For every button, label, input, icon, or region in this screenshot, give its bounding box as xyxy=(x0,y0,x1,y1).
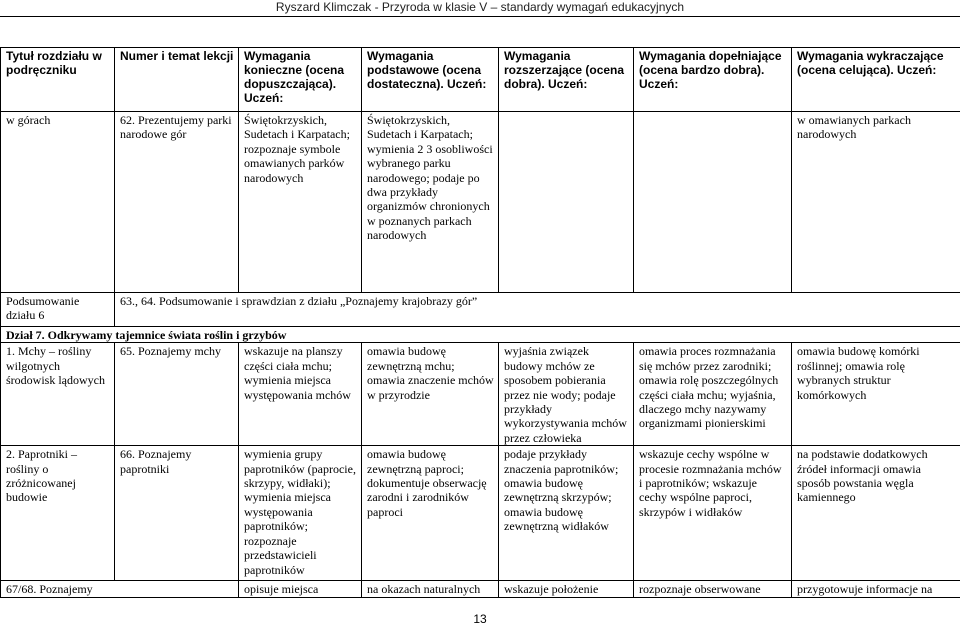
rozszerzajace-cell: podaje przykłady znaczenia paprotników; omawia budowę zewnętrzną skrzypów; omawia budowę zewnętrzną widłaków xyxy=(499,446,634,581)
chapter-cell: w górach xyxy=(1,112,115,293)
lesson-cell: 66. Poznajemy paprotniki xyxy=(115,446,239,581)
rozszerzajace-cell xyxy=(499,112,634,293)
konieczne-cell: opisuje miejsca xyxy=(239,581,362,598)
dopelniajace-cell: omawia proces rozmnażania się mchów przez zarodniki; omawia rolę poszczególnych części ciała mchu; wyjaśnia, dlaczego mchy nazywamy organizmami pionierskimi xyxy=(634,343,792,446)
dopelniajace-cell: wskazuje cechy wspólne w procesie rozmnażania mchów i paprotników; wskazuje cechy wspólne paproci, skrzypów i widłaków xyxy=(634,446,792,581)
chapter-cell: 1. Mchy – rośliny wilgotnych środowisk lądowych xyxy=(1,343,115,446)
konieczne-cell: wskazuje na planszy części ciała mchu; wymienia miejsca występowania mchów xyxy=(239,343,362,446)
header-dopelniajace: Wymagania dopełniające (ocena bardzo dobra). Uczeń: xyxy=(634,48,792,112)
requirements-table xyxy=(0,47,960,598)
wykraczajace-cell: w omawianych parkach narodowych xyxy=(792,112,960,293)
podstawowe-cell: Świętokrzyskich, Sudetach i Karpatach; wymienia 2 3 osobliwości wybranego parku narodowego; podaje po dwa przykłady organizmów chronionych w poznanych parkach narodowych xyxy=(362,112,499,293)
summary-row xyxy=(1,293,960,327)
header-konieczne: Wymagania konieczne (ocena dopuszczająca). Uczeń: xyxy=(239,48,362,112)
lesson-cell: 65. Poznajemy mchy xyxy=(115,343,239,446)
konieczne-cell: Świętokrzyskich, Sudetach i Karpatach; rozpoznaje symbole omawianych parków narodowych xyxy=(239,112,362,293)
wykraczajace-cell: przygotowuje informacje na xyxy=(792,581,960,598)
header-podstawowe: Wymagania podstawowe (ocena dostateczna). Uczeń: xyxy=(362,48,499,112)
chapter-cell: 2. Paprotniki – rośliny o zróżnicowanej budowie xyxy=(1,446,115,581)
summary-label: Podsumowanie działu 6 xyxy=(1,293,115,327)
wykraczajace-cell: omawia budowę komórki roślinnej; omawia rolę wybranych struktur komórkowych xyxy=(792,343,960,446)
section-title: Dział 7. Odkrywamy tajemnice świata roślin i grzybów xyxy=(1,327,960,343)
podstawowe-cell: omawia budowę zewnętrzną mchu; omawia znaczenie mchów w przyrodzie xyxy=(362,343,499,446)
running-header: Ryszard Klimczak - Przyroda w klasie V – standardy wymagań edukacyjnych xyxy=(0,0,960,16)
header-wykraczajace: Wymagania wykraczające (ocena celująca). Uczeń: xyxy=(792,48,960,112)
konieczne-cell: wymienia grupy paprotników (paprocie, skrzypy, widłaki); wymienia miejsca występowania paprotników; rozpoznaje przedstawicieli paprotników xyxy=(239,446,362,581)
section-row xyxy=(1,327,960,343)
wykraczajace-cell: na podstawie dodatkowych źródeł informacji omawia sposób powstania węgla kamiennego xyxy=(792,446,960,581)
podstawowe-cell: na okazach naturalnych xyxy=(362,581,499,598)
rozszerzajace-cell: wskazuje położenie xyxy=(499,581,634,598)
table-header-row xyxy=(1,48,960,112)
table-row xyxy=(1,446,960,581)
podstawowe-cell: omawia budowę zewnętrzną paproci; dokumentuje obserwację zarodni i zarodników paproci xyxy=(362,446,499,581)
dopelniajace-cell: rozpoznaje obserwowane xyxy=(634,581,792,598)
table-row xyxy=(1,581,960,598)
dopelniajace-cell xyxy=(634,112,792,293)
header-rozszerzajace: Wymagania rozszerzające (ocena dobra). Uczeń: xyxy=(499,48,634,112)
table-row xyxy=(1,343,960,446)
header-rule xyxy=(0,16,960,17)
lesson-cell: 62. Prezentujemy parki narodowe gór xyxy=(115,112,239,293)
page-number: 13 xyxy=(0,612,960,626)
header-lesson: Numer i temat lekcji xyxy=(115,48,239,112)
rozszerzajace-cell: wyjaśnia związek budowy mchów ze sposobem pobierania przez nie wody; podaje przykłady wykorzystywania mchów przez człowieka xyxy=(499,343,634,446)
lesson-cell: 67/68. Poznajemy xyxy=(1,581,239,598)
header-chapter-title: Tytuł rozdziału w podręczniku xyxy=(1,48,115,112)
summary-text: 63., 64. Podsumowanie i sprawdzian z działu „Poznajemy krajobrazy gór” xyxy=(115,293,960,327)
table-row xyxy=(1,112,960,293)
